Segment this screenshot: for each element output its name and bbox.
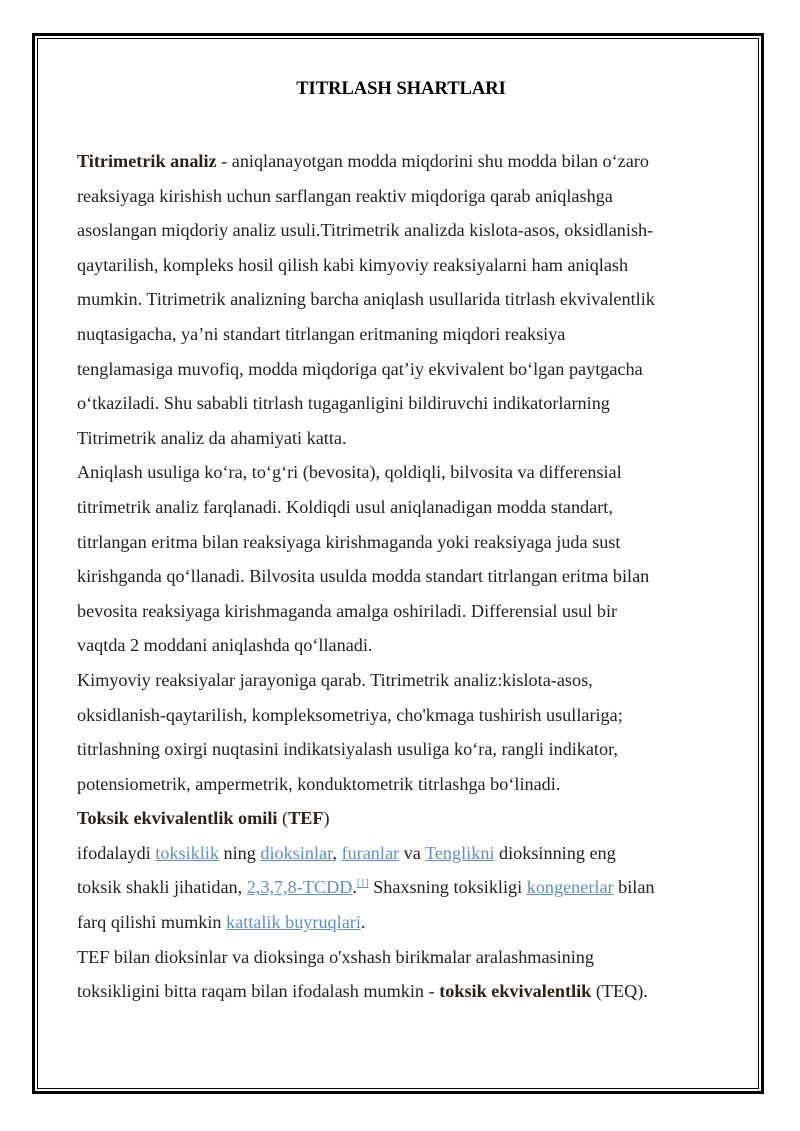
- text-line: nuqtasigacha, ya’ni standart titrlangan eritmaning miqdori reaksiya: [77, 323, 566, 344]
- text-line: titrimetrik analiz farqlanadi. Koldiqdi usul aniqlanadigan modda standart,: [77, 496, 613, 517]
- text-line: Titrimetrik analiz da ahamiyati katta.: [77, 427, 347, 448]
- text-line: titrlangan eritma bilan reaksiyaga kirishmaganda yoki reaksiyaga juda sust: [77, 531, 621, 552]
- paren: ): [323, 808, 330, 829]
- text-line: qaytarilish, kompleks hosil qilish kabi kimyoviy reaksiyalarni ham aniqlash: [77, 254, 629, 275]
- paren: (: [277, 808, 289, 829]
- text-run: .: [352, 877, 357, 898]
- document-title: TITRLASH SHARTLARI: [296, 79, 506, 99]
- text-line: oksidlanish-qaytarilish, kompleksometriya, cho'kmaga tushirish usullariga;: [77, 704, 623, 725]
- tef-heading: [77, 801, 725, 836]
- text-line: bevosita reaksiyaga kirishmaganda amalga oshiriladi. Differensial usul bir: [77, 600, 618, 621]
- link-kattalik-buyruqlari[interactable]: kattalik buyruqlari: [226, 912, 361, 933]
- text-run: ,: [332, 842, 342, 863]
- text-line: reaksiyaga kirishish uchun sarflangan reaktiv miqdoriga qarab aniqlashga: [77, 185, 613, 206]
- text-line: potensiometrik, ampermetrik, konduktometrik titrlashga bo‘linadi.: [77, 773, 561, 794]
- text-line: [77, 870, 725, 905]
- text-line: asoslangan miqdoriy analiz usuli.Titrimetrik analizda kislota-asos, oksidlanish-: [77, 220, 654, 241]
- text-run: dioksinning eng: [494, 842, 616, 863]
- paragraph-kimyoviy-reaksiyalar: [77, 663, 725, 801]
- paragraph-teq: [77, 940, 725, 1009]
- link-tenglikni[interactable]: Tenglikni: [425, 842, 495, 863]
- paragraph-titrimetrik: [77, 144, 725, 455]
- link-tcdd[interactable]: 2,3,7,8-TCDD: [246, 877, 353, 898]
- text-line: o‘tkaziladi. Shu sababli titrlash tugaganligini bildiruvchi indikatorlarning: [77, 393, 610, 414]
- link-toksiklik[interactable]: toksiklik: [155, 842, 219, 863]
- text-run: va: [399, 842, 426, 863]
- text-run: .: [360, 912, 366, 933]
- text-line: mumkin. Titrimetrik analizning barcha aniqlash usullarida titrlash ekvivalentlik: [77, 289, 655, 310]
- text-run: Shaxsning toksikligi: [368, 877, 527, 898]
- paragraph-aniqlash-usuli: [77, 455, 725, 663]
- tef-heading-text: Toksik ekvivalentlik omili: [77, 808, 278, 829]
- text-line: - aniqlanayotgan modda miqdorini shu modda bilan o‘zaro: [216, 151, 649, 171]
- link-kongenerlar[interactable]: kongenerlar: [526, 877, 614, 898]
- text-line: [77, 905, 725, 940]
- text-line: [77, 974, 725, 1009]
- text-run: toksikligini bitta raqam bilan ifodalash mumkin -: [77, 981, 440, 1002]
- text-line: Kimyoviy reaksiyalar jarayoniga qarab. Titrimetrik analiz:kislota-asos,: [77, 669, 593, 690]
- text-line: kirishganda qo‘llanadi. Bilvosita usulda modda standart titrlangan eritma bilan: [77, 566, 650, 587]
- text-run: toksik shakli jihatidan,: [77, 877, 247, 898]
- text-line: Aniqlash usuliga ko‘ra, to‘g‘ri (bevosita), qoldiqli, bilvosita va differensial: [77, 462, 622, 483]
- document-page: [77, 74, 725, 1009]
- link-dioksinlar[interactable]: dioksinlar: [260, 842, 333, 863]
- text-run: ifodalaydi: [77, 842, 156, 863]
- text-run: (TEQ).: [591, 981, 648, 1002]
- term-toksik-ekvivalentlik: toksik ekvivalentlik: [439, 981, 592, 1002]
- reference-link[interactable]: [1]: [356, 878, 369, 890]
- text-line: [77, 836, 725, 871]
- text-line: TEF bilan dioksinlar va dioksinga o'xshash birikmalar aralashmasining: [77, 946, 594, 967]
- tef-abbr: TEF: [288, 808, 324, 829]
- text-run: farq qilishi mumkin: [77, 912, 227, 933]
- link-furanlar[interactable]: furanlar: [341, 842, 400, 863]
- text-line: vaqtda 2 moddani aniqlashda qo‘llanadi.: [77, 635, 373, 656]
- text-run: ning: [218, 842, 261, 863]
- section-tef: [77, 801, 725, 939]
- text-run: bilan: [613, 877, 655, 898]
- text-line: tenglamasiga muvofiq, modda miqdoriga qat’iy ekvivalent bo‘lgan paytgacha: [77, 358, 643, 379]
- text-line: titrlashning oxirgi nuqtasini indikatsiyalash usuliga ko‘ra, rangli indikator,: [77, 739, 618, 760]
- term-titrimetrik-analiz: Titrimetrik analiz: [77, 151, 217, 171]
